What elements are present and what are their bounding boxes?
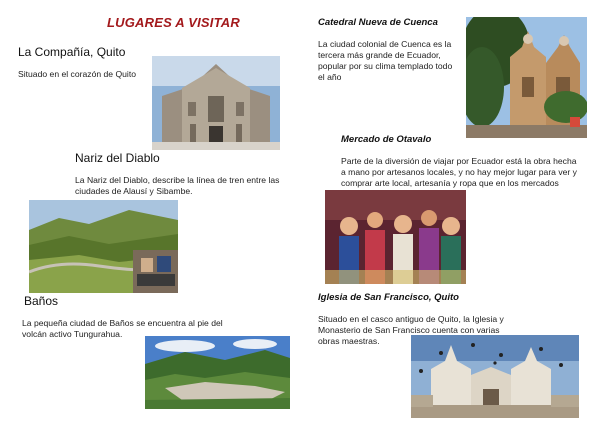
text-cuenca-line2: tercera más grande de Ecuador,: [318, 50, 441, 60]
heading-compania: La Compañía, Quito: [18, 45, 126, 59]
text-cuenca-line3: popular por su clima templado todo: [318, 61, 453, 71]
heading-cuenca: Catedral Nueva de Cuenca: [318, 17, 438, 28]
text-compania: Situado en el corazón de Quito: [18, 69, 137, 79]
page-title: LUGARES A VISITAR: [107, 15, 240, 30]
text-otavalo-line1: Parte de la diversión de viajar por Ecuador está la obra hecha: [341, 156, 577, 166]
text-sanfrancisco-line3: obras maestras.: [318, 336, 380, 346]
text-sanfrancisco-line2: Monasterio de San Francisco cuenta con varias: [318, 325, 500, 335]
photo-sanfrancisco: [411, 335, 579, 418]
text-sanfrancisco-line1: Situado en el casco antiguo de Quito, la Iglesia y: [318, 314, 504, 324]
photo-cuenca: [466, 17, 587, 138]
text-cuenca-line4: el año: [318, 72, 342, 82]
text-banos-line2: volcán activo Tungurahua.: [22, 329, 123, 339]
text-nariz-line1: La Nariz del Diablo, describe la línea de tren entre las: [75, 175, 280, 185]
heading-banos: Baños: [24, 294, 59, 308]
text-otavalo-line3: comprar arte local, artesanía y ropa que en los mercados: [341, 178, 559, 188]
text-banos-line1: La pequeña ciudad de Baños se encuentra al pie del: [22, 318, 223, 328]
text-nariz-line2: ciudades de Alausí y Sibambe.: [75, 186, 193, 196]
heading-nariz: Nariz del Diablo: [75, 151, 160, 165]
photo-compania: [152, 56, 280, 150]
heading-sanfrancisco: Iglesia de San Francisco, Quito: [318, 292, 459, 303]
photo-nariz: [29, 200, 178, 293]
heading-otavalo: Mercado de Otavalo: [341, 134, 432, 145]
photo-otavalo: [325, 190, 466, 284]
photo-banos: [145, 336, 290, 409]
text-otavalo-line2: a mano por artesanos locales, y no hay mejor lugar para ver y: [341, 167, 577, 177]
text-cuenca-line1: La ciudad colonial de Cuenca es la: [318, 39, 452, 49]
